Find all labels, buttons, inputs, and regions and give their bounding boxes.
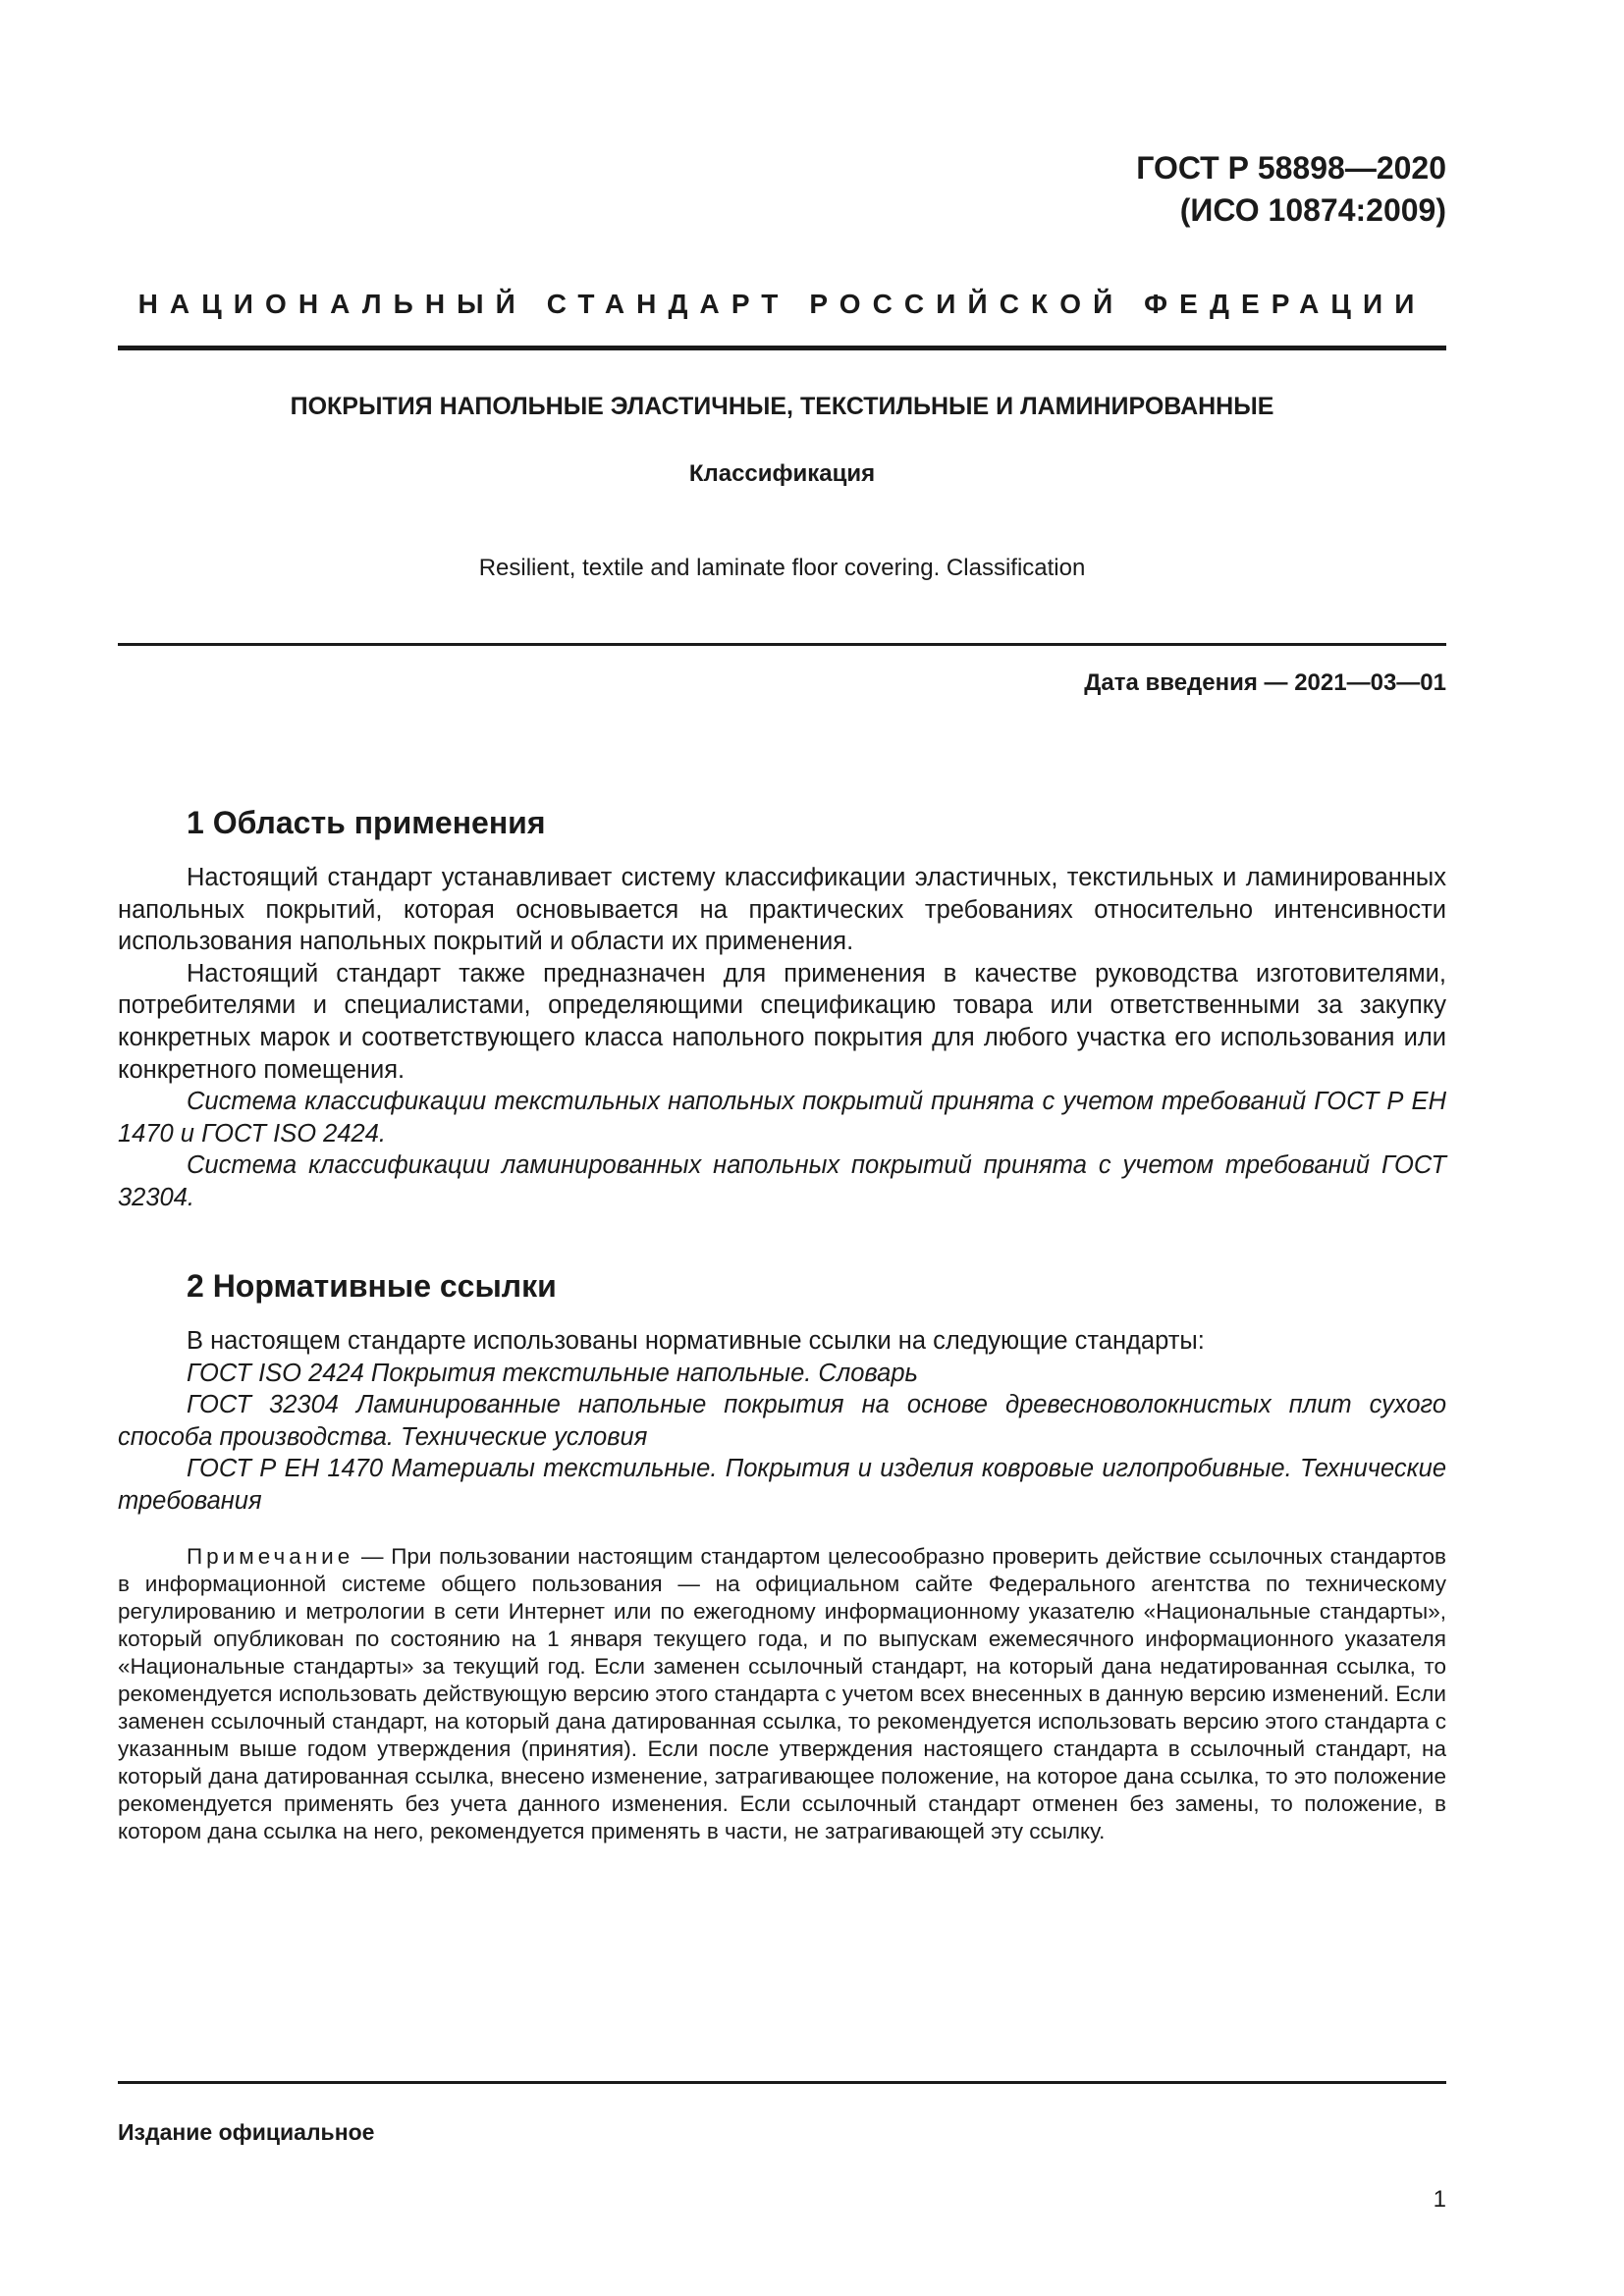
normative-reference: ГОСТ 32304 Ламинированные напольные покрытия на основе древесноволокнистых плит сухого способа производства. Технические условия: [118, 1391, 1446, 1451]
document-id: [1136, 147, 1446, 232]
official-edition-label: Издание официальное: [118, 2119, 375, 2145]
iso-number: (ИСО 10874:2009): [1179, 192, 1446, 228]
section-1-heading: 1 Область применения: [187, 805, 546, 840]
document-title: ПОКРЫТИЯ НАПОЛЬНЫЕ ЭЛАСТИЧНЫЕ, ТЕКСТИЛЬНЫЕ И ЛАМИНИРОВАННЫЕ: [290, 393, 1274, 420]
section-1-body: [118, 862, 1446, 1214]
normative-reference: ГОСТ Р ЕН 1470 Материалы текстильные. Покрытия и изделия ковровые иглопробивные. Технические требования: [118, 1455, 1446, 1515]
section-1-paragraph: Настоящий стандарт устанавливает систему классификации эластичных, текстильных и ламинированных напольных покрытий, которая основывается на практических требованиях относительно интенсивности использования напольных покрытий и области их применения.: [118, 864, 1446, 956]
section-2-body: [118, 1325, 1446, 1518]
section-1-paragraph: Система классификации ламинированных напольных покрытий принята с учетом требований ГОСТ 32304.: [118, 1151, 1446, 1211]
normative-reference: ГОСТ ISO 2424 Покрытия текстильные напольные. Словарь: [187, 1359, 918, 1387]
section-1-paragraph: Настоящий стандарт также предназначен для применения в качестве руководства изготовителями, потребителями и специалистами, определяющими спецификацию товара или ответственными за закупку конкретных марок и соответствующего класса напольного покрытия для любого участка его использования или конкретного помещения.: [118, 959, 1446, 1084]
header-rule: [118, 346, 1446, 350]
section-2-heading: 2 Нормативные ссылки: [187, 1268, 557, 1304]
introduction-date: Дата введения — 2021—03—01: [1084, 669, 1446, 696]
section-1-paragraph: Система классификации текстильных напольных покрытий принята с учетом требований ГОСТ Р ЕН 1470 и ГОСТ ISO 2424.: [118, 1088, 1446, 1148]
gost-number: ГОСТ Р 58898—2020: [1136, 150, 1446, 186]
section-2-intro: В настоящем стандарте использованы нормативные ссылки на следующие стандарты:: [187, 1327, 1205, 1355]
title-rule: [118, 643, 1446, 646]
page-number: 1: [1433, 2186, 1446, 2213]
document-subtitle: Классификация: [688, 460, 876, 487]
footer-rule: [118, 2081, 1446, 2084]
english-title: Resilient, textile and laminate floor covering. Classification: [478, 555, 1086, 581]
note-paragraph: [118, 1543, 1446, 1845]
note-label: Примечание: [187, 1544, 354, 1569]
note-text: — При пользовании настоящим стандартом целесообразно проверить действие ссылочных стандартов в информационной системе общего пользования — на официальном сайте Федерального агентства по техническому регулированию и метрологии в сети Интернет или по ежегодному информационному указателю «Национальные стандарты», который опубликован по состоянию на 1 января текущего года, и по выпускам ежемесячного информационного указателя «Национальные стандарты» за текущий год. Если заменен ссылочный стандарт, на который дана недатированная ссылка, то рекомендуется использовать действующую версию этого стандарта с учетом всех внесенных в данную версию изменений. Если заменен ссылочный стандарт, на который дана датированная ссылка, то рекомендуется использовать версию этого стандарта с указанным выше годом утверждения (принятия). Если после утверждения настоящего стандарта в ссылочный стандарт, на который дана датированная ссылка, внесено изменение, затрагивающее положение, на которое дана ссылка, то это положение рекомендуется применять без учета данного изменения. Если ссылочный стандарт отменен без замены, то положение, в котором дана ссылка на него, рекомендуется применять в части, не затрагивающей эту ссылку.: [118, 1544, 1446, 1843]
national-standard-banner: НАЦИОНАЛЬНЫЙ СТАНДАРТ РОССИЙСКОЙ ФЕДЕРАЦИИ: [137, 289, 1427, 319]
